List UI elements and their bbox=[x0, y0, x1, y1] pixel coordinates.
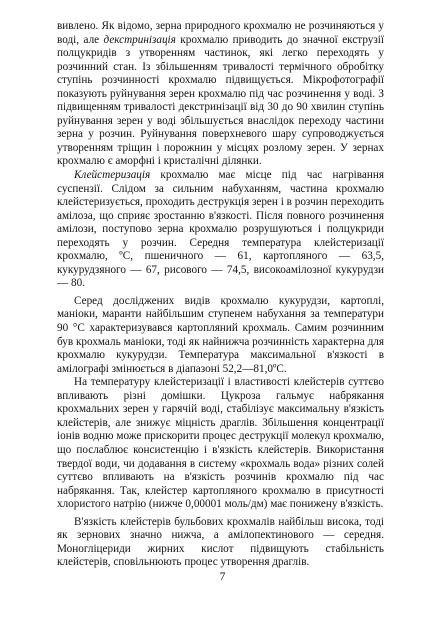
text-run: Серед досліджених видів крохмалю кукурудзи, картоплі, маніоки, маранти найбільшим ступенем набухання за температури 90 °С характеризувався картопляний крохмаль. Самим розчинним був крохмаль маніоки, тоді як найнижча розчинність характерна для крохмалю кукурудзи. Температура максимальної в'язкості в амілографі змінюється в діапазоні 52,2—81,0ºС. bbox=[57, 294, 384, 375]
page-number: 7 bbox=[219, 571, 226, 583]
italic-term: декстринізація bbox=[103, 33, 176, 46]
paragraph-4 bbox=[57, 376, 384, 511]
paragraph-3 bbox=[57, 295, 384, 376]
text-run: В'язкість клейстерів бульбових крохмалів найбільш висока, тоді як зернових значно нижча, а амілопектинового — середня. Моногліцериди жирних кислот підвищують стабільність клейстерів, сповільнюють процес утворення драглів. bbox=[57, 515, 384, 569]
paragraph-1 bbox=[57, 20, 384, 169]
text-run: крохмалю має місце під час нагрівання суспензії. Слідом за сильним набуханням, частина крохмалю клейстеризується, проходить деструкція зерен і в розчин переходить амілоза, що сприяє зростанню в'язкості. Після повного розчинення амілози, поступово зерна крохмалю розрушуються і полцукриди переходять у розчин. Середня температура клейстеризації крохмалю, ºС, пшеничного — 61, картопляного — 63,5, кукурудзяного — 67, рисового — 74,5, високоамілозної кукурудзи — 80. bbox=[57, 169, 384, 290]
text-run: На температуру клейстеризації і властивості клейстерів суттєво впливають різні домішки. Цукроза гальмує набрякання крохмальних зерен у гарячій воді, стабілізує максимальну в'язкість клейстерів, але знижує міцність драглів. Збільшення концентрації іонів водню може прискорити процес деструкції молекул крохмалю, що послаблює консистенцію і в'язкість клейстерів. Використання твердої води, чи додавання в систему «крохмаль вода» різних солей суттєво впливають на в'язкість розчинів крохмалю під час набрякання. Так, клейстер картопляного крохмалю в присутності хлористого натрію (нижче 0,00001 моль/дм) має понижену в'язкість. bbox=[57, 376, 384, 511]
paragraph-5 bbox=[57, 516, 384, 570]
paragraph-2 bbox=[57, 169, 384, 291]
page-body bbox=[57, 20, 384, 570]
text-run: вивлено. Як відомо, зерна природного крохмалю не розчиняються у воді, але bbox=[57, 20, 384, 46]
italic-term: Клейстеризація bbox=[74, 169, 151, 182]
text-run: крохмалю приводить до значної екструзії полцукридів з утворенням частинок, які легко переходять у розчинний стан. Із збільшенням тривалості термічного обробітку ступінь розчинності крохмалю підвищується. Мікрофотографії показують руйнування зерен крохмалю під час розчинення у воді. З підвищенням тривалості декстринізації від 30 до 90 хвилин ступінь руйнування зерен у воді збільшується внаслідок переходу частини зерна у розчин. Руйнування поверхневого шару супроводжується утворенням тріщин і порожнин у місцях розлому зерен. У зернах крохмалю є аморфні і кристалічні ділянки. bbox=[57, 33, 384, 168]
